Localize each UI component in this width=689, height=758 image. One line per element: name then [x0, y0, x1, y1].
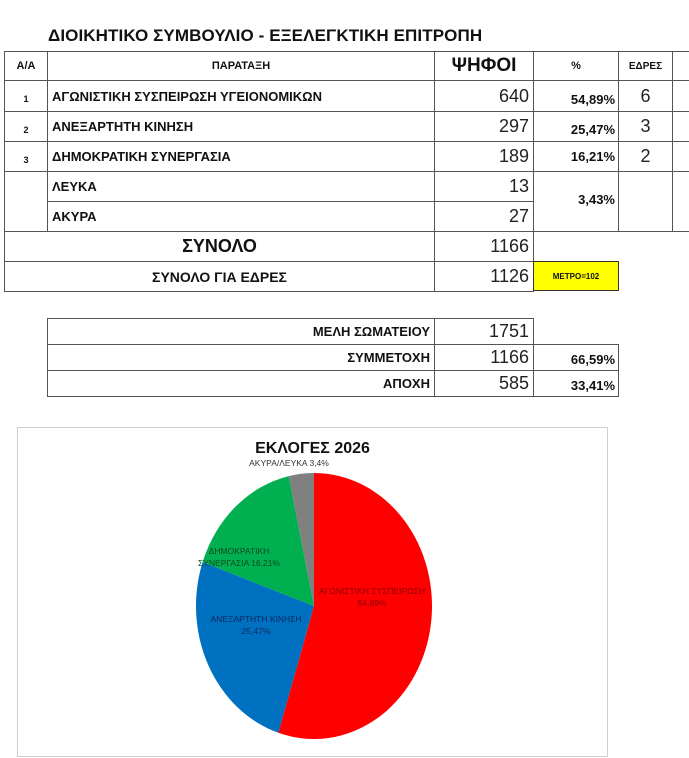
- invalid-votes-label: ΑΚΥΡΑ: [47, 201, 435, 232]
- faction-name: ΑΝΕΞΑΡΤΗΤΗ ΚΙΝΗΣΗ: [47, 111, 435, 142]
- members-label: ΜΕΛΗ ΣΩΜΑΤΕΙΟΥ: [47, 318, 435, 345]
- extra-column-cell: [672, 111, 689, 142]
- faction-votes: 640: [434, 80, 534, 112]
- faction-seats: 2: [618, 141, 673, 172]
- extra-column-cell: [672, 80, 689, 112]
- participation-percent: 66,59%: [533, 344, 619, 371]
- members-value: 1751: [434, 318, 534, 345]
- abstention-value: 585: [434, 370, 534, 397]
- faction-percent: 54,89%: [533, 80, 619, 112]
- blank-invalid-seats-cell: [618, 171, 673, 232]
- faction-name: ΑΓΩΝΙΣΤΙΚΗ ΣΥΣΠΕΙΡΩΣΗ ΥΓΕΙΟΝΟΜΙΚΩΝ: [47, 80, 435, 112]
- document-title: ΔΙΟΙΚΗΤΙΚΟ ΣΥΜΒΟΥΛΙΟ - ΕΞΕΛΕΓΚΤΙΚΗ ΕΠΙΤΡΟΠΗ: [48, 26, 483, 45]
- faction-seats: 6: [618, 80, 673, 112]
- faction-votes: 297: [434, 111, 534, 142]
- blank-votes-count: 13: [434, 171, 534, 202]
- participation-label: ΣΥΜΜΕΤΟΧΗ: [47, 344, 435, 371]
- total-for-seats-votes: 1126: [434, 261, 534, 292]
- data-label: ΑΝΕΞΑΡΤΗΤΗ ΚΙΝΗΣΗ 25,47%: [210, 614, 302, 636]
- data-label: ΔΗΜΟΚΡΑΤΙΚΗ ΣΥΝΕΡΓΑΣΙΑ 16,21%: [198, 546, 280, 568]
- blank-invalid-index-cell: [4, 171, 48, 232]
- row-index: 2: [4, 111, 48, 142]
- faction-seats: 3: [618, 111, 673, 142]
- data-label: ΑΓΩΝΙΣΤΙΚΗ ΣΥΣΠΕΙΡΩΣΗ 54,89%: [319, 586, 425, 608]
- extra-column-cell: [672, 141, 689, 172]
- extra-column-cell: [672, 171, 689, 232]
- electoral-quota-badge: ΜΕΤΡΟ=102: [533, 261, 619, 291]
- header-votes: ΨΗΦΟΙ: [434, 51, 534, 81]
- row-index: 3: [4, 141, 48, 172]
- header-index: Α/Α: [4, 51, 48, 81]
- abstention-percent: 33,41%: [533, 370, 619, 397]
- blank-votes-label: ΛΕΥΚΑ: [47, 171, 435, 202]
- pie-chart-frame: [17, 427, 608, 757]
- invalid-votes-count: 27: [434, 201, 534, 232]
- faction-votes: 189: [434, 141, 534, 172]
- total-for-seats-label: ΣΥΝΟΛΟ ΓΙΑ ΕΔΡΕΣ: [4, 261, 435, 292]
- pie-chart: [18, 428, 609, 758]
- faction-percent: 16,21%: [533, 141, 619, 172]
- abstention-label: ΑΠΟΧΗ: [47, 370, 435, 397]
- row-index: 1: [4, 80, 48, 112]
- blank-invalid-percent: 3,43%: [533, 171, 619, 232]
- total-label: ΣΥΝΟΛΟ: [4, 231, 435, 262]
- chart-title: ΕΚΛΟΓΕΣ 2026: [255, 440, 370, 457]
- faction-percent: 25,47%: [533, 111, 619, 142]
- data-label: ΑΚΥΡΑ/ΛΕΥΚΑ 3,4%: [249, 458, 329, 468]
- participation-value: 1166: [434, 344, 534, 371]
- header-faction: ΠΑΡΑΤΑΞΗ: [47, 51, 435, 81]
- total-votes: 1166: [434, 231, 534, 262]
- faction-name: ΔΗΜΟΚΡΑΤΙΚΗ ΣΥΝΕΡΓΑΣΙΑ: [47, 141, 435, 172]
- extra-column-cell: [672, 51, 689, 81]
- header-seats: ΕΔΡΕΣ: [618, 51, 673, 81]
- header-percent: %: [533, 51, 619, 81]
